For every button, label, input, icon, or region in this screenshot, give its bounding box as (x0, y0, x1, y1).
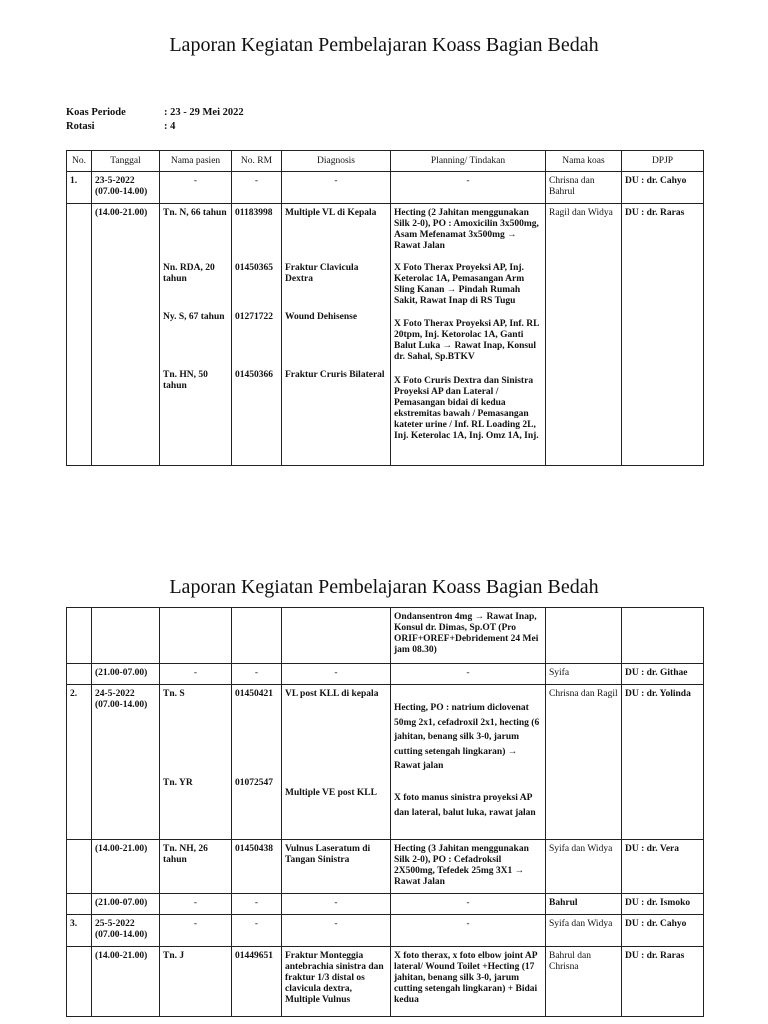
cell-planning: Hecting (3 Jahitan menggunakan Silk 2-0), PO : Cefadroksil 2X500mg, Tefedek 25mg 3X1 → Rawat Jalan (391, 840, 546, 894)
cell-diagnosis: - (282, 172, 391, 204)
entry-diagnosis: Fraktur Clavicula Dextra (285, 263, 359, 284)
cell-no: 1. (67, 172, 92, 204)
table-row (67, 204, 704, 466)
header-diagnosis: Diagnosis (282, 151, 391, 172)
cell-dpjp: DU : dr. Cahyo (622, 915, 704, 947)
cell-no (67, 947, 92, 1017)
cell-koas: Syifa (546, 664, 622, 685)
cell-dpjp: DU : dr. Raras (622, 204, 704, 466)
cell-no: 3. (67, 915, 92, 947)
periode-label: Koas Periode (66, 107, 126, 118)
cell-planning: - (391, 664, 546, 685)
entry-planning: Hecting (2 Jahitan menggunakan Silk 2-0), PO : Amoxicilin 3x500mg, Asam Mefenamat 3x500mg → Rawat Jalan (394, 208, 539, 251)
cell-dpjp (622, 608, 704, 664)
report-table (66, 607, 704, 1017)
entry-diagnosis: Multiple VL di Kepala (285, 208, 377, 218)
entry-pasien: Tn. S (163, 689, 185, 699)
entry-pasien: Tn. N, 66 tahun (163, 208, 227, 218)
entry-diagnosis: Wound Dehisense (285, 312, 358, 322)
periode-value: : 23 - 29 Mei 2022 (164, 107, 244, 118)
cell-no (67, 664, 92, 685)
cell-pasien: - (160, 915, 232, 947)
cell-rm: - (232, 664, 282, 685)
cell-no: 2. (67, 685, 92, 840)
cell-dpjp: DU : dr. Cahyo (622, 172, 704, 204)
cell-rm (232, 608, 282, 664)
rotasi-value: : 4 (164, 121, 176, 132)
cell-diagnosis: - (282, 664, 391, 685)
header-tanggal: Tanggal (92, 151, 160, 172)
entry-planning: Hecting, PO : natrium diclovenat 50mg 2x1, cefadroxil 2x1, hecting (6 jahitan, benang silk 3-0, jarum cutting setengah lingkaran) → Rawat jalan (394, 703, 540, 771)
header-nama-koas: Nama koas (546, 151, 622, 172)
cell-planning: - (391, 915, 546, 947)
entry-pasien: Ny. S, 67 tahun (163, 312, 225, 322)
cell-rm: 01450438 (232, 840, 282, 894)
entry-pasien: Nn. RDA, 20 tahun (163, 263, 215, 284)
cell-tanggal: 23-5-2022 (07.00-14.00) (92, 172, 160, 204)
cell-pasien (160, 608, 232, 664)
table-row (67, 608, 704, 664)
rotasi-label: Rotasi (66, 121, 95, 132)
cell-tanggal: (14.00-21.00) (92, 204, 160, 466)
cell-tanggal: (14.00-21.00) (92, 840, 160, 894)
cell-tanggal: 25-5-2022 (07.00-14.00) (92, 915, 160, 947)
cell-koas: Bahrul (546, 894, 622, 915)
header-dpjp: DPJP (622, 151, 704, 172)
entry-pasien: Tn. YR (163, 778, 193, 788)
cell-planning (391, 204, 546, 466)
cell-planning (391, 685, 546, 840)
cell-koas: Chrisna dan Bahrul (546, 172, 622, 204)
cell-dpjp: DU : dr. Raras (622, 947, 704, 1017)
cell-koas: Ragil dan Widya (546, 204, 622, 466)
cell-dpjp: DU : dr. Githae (622, 664, 704, 685)
page-title: Laporan Kegiatan Pembelajaran Koass Bagian Bedah (169, 576, 599, 598)
table-row (67, 172, 704, 204)
page-title: Laporan Kegiatan Pembelajaran Koass Bagian Bedah (169, 34, 599, 56)
cell-no (67, 840, 92, 894)
cell-planning: Ondansentron 4mg → Rawat Inap, Konsul dr. Dimas, Sp.OT (Pro ORIF+OREF+Debridement 24 Mei jam 08.30) (391, 608, 546, 664)
header-planning: Planning/ Tindakan (391, 151, 546, 172)
cell-planning: - (391, 172, 546, 204)
cell-diagnosis: - (282, 894, 391, 915)
entry-planning: X Foto Therax Proyeksi AP, Inj. Keterolac 1A, Pemasangan Arm Sling Kanan → Pindah Rumah Sakit, Rawat Inap di RS Tugu (394, 263, 525, 306)
report-meta (66, 106, 244, 134)
cell-rm (232, 204, 282, 466)
cell-dpjp: DU : dr. Yolinda (622, 685, 704, 840)
cell-rm: 01449651 (232, 947, 282, 1017)
cell-koas: Chrisna dan Ragil (546, 685, 622, 840)
entry-diagnosis: VL post KLL di kepala (285, 689, 379, 699)
entry-diagnosis: Multiple VE post KLL (285, 788, 377, 798)
cell-diagnosis (282, 608, 391, 664)
table-row (67, 915, 704, 947)
cell-pasien: Tn. J (160, 947, 232, 1017)
cell-koas: Bahrul dan Chrisna (546, 947, 622, 1017)
cell-planning: - (391, 894, 546, 915)
cell-dpjp: DU : dr. Vera (622, 840, 704, 894)
cell-rm: - (232, 894, 282, 915)
cell-tanggal: (21.00-07.00) (92, 894, 160, 915)
report-table (66, 150, 704, 466)
table-row (67, 947, 704, 1017)
table-row (67, 840, 704, 894)
entry-planning: X foto manus sinistra proyeksi AP dan lateral, balut luka, rawat jalan (394, 793, 536, 818)
cell-pasien: - (160, 664, 232, 685)
cell-koas: Syifa dan Widya (546, 915, 622, 947)
cell-diagnosis: Vulnus Laseratum di Tangan Sinistra (282, 840, 391, 894)
header-no-rm: No. RM (232, 151, 282, 172)
table-row (67, 664, 704, 685)
cell-dpjp: DU : dr. Ismoko (622, 894, 704, 915)
cell-rm: - (232, 915, 282, 947)
cell-diagnosis: Fraktur Monteggia antebrachia sinistra dan fraktur 1/3 distal os clavicula dextra, Multiple Vulnus (282, 947, 391, 1017)
entry-rm: 01450365 (235, 263, 273, 273)
cell-rm (232, 685, 282, 840)
entry-rm: 01450366 (235, 370, 273, 380)
cell-tanggal (92, 608, 160, 664)
cell-tanggal: (21.00-07.00) (92, 664, 160, 685)
cell-no (67, 608, 92, 664)
cell-pasien (160, 685, 232, 840)
cell-pasien (160, 204, 232, 466)
entry-diagnosis: Fraktur Cruris Bilateral (285, 370, 385, 380)
cell-koas: Syifa dan Widya (546, 840, 622, 894)
cell-pasien: - (160, 894, 232, 915)
table-row (67, 685, 704, 840)
cell-diagnosis: - (282, 915, 391, 947)
cell-pasien: Tn. NH, 26 tahun (160, 840, 232, 894)
cell-no (67, 204, 92, 466)
entry-rm: 01183998 (235, 208, 273, 218)
table-row (67, 894, 704, 915)
cell-no (67, 894, 92, 915)
header-no: No. (67, 151, 92, 172)
entry-rm: 01271722 (235, 312, 273, 322)
cell-diagnosis (282, 204, 391, 466)
cell-diagnosis (282, 685, 391, 840)
cell-planning: X foto therax, x foto elbow joint AP lateral/ Wound Toilet +Hecting (17 jahitan, benang silk 3-0, jarum cutting setengah lingkaran) + Bidai kedua (391, 947, 546, 1017)
entry-pasien: Tn. HN, 50 tahun (163, 370, 208, 391)
cell-rm: - (232, 172, 282, 204)
cell-koas (546, 608, 622, 664)
entry-rm: 01072547 (235, 778, 273, 788)
cell-pasien: - (160, 172, 232, 204)
entry-planning: X Foto Cruris Dextra dan Sinistra Proyeksi AP dan Lateral / Pemasangan bidai di kedua ekstremitas bawah / Pemasangan kateter urine / Inf. RL Loading 2L, Inj. Keterolac 1A, Inj. Omz 1A, Inj. (394, 376, 539, 441)
header-nama-pasien: Nama pasien (160, 151, 232, 172)
cell-tanggal: (14.00-21.00) (92, 947, 160, 1017)
cell-tanggal: 24-5-2022 (07.00-14.00) (92, 685, 160, 840)
table-header-row (67, 151, 704, 172)
entry-rm: 01450421 (235, 689, 273, 699)
entry-planning: X Foto Therax Proyeksi AP, Inf. RL 20tpm, Inj. Ketorolac 1A, Ganti Balut Luka → Rawat Inap, Konsul dr. Sahal, Sp.BTKV (394, 319, 539, 362)
